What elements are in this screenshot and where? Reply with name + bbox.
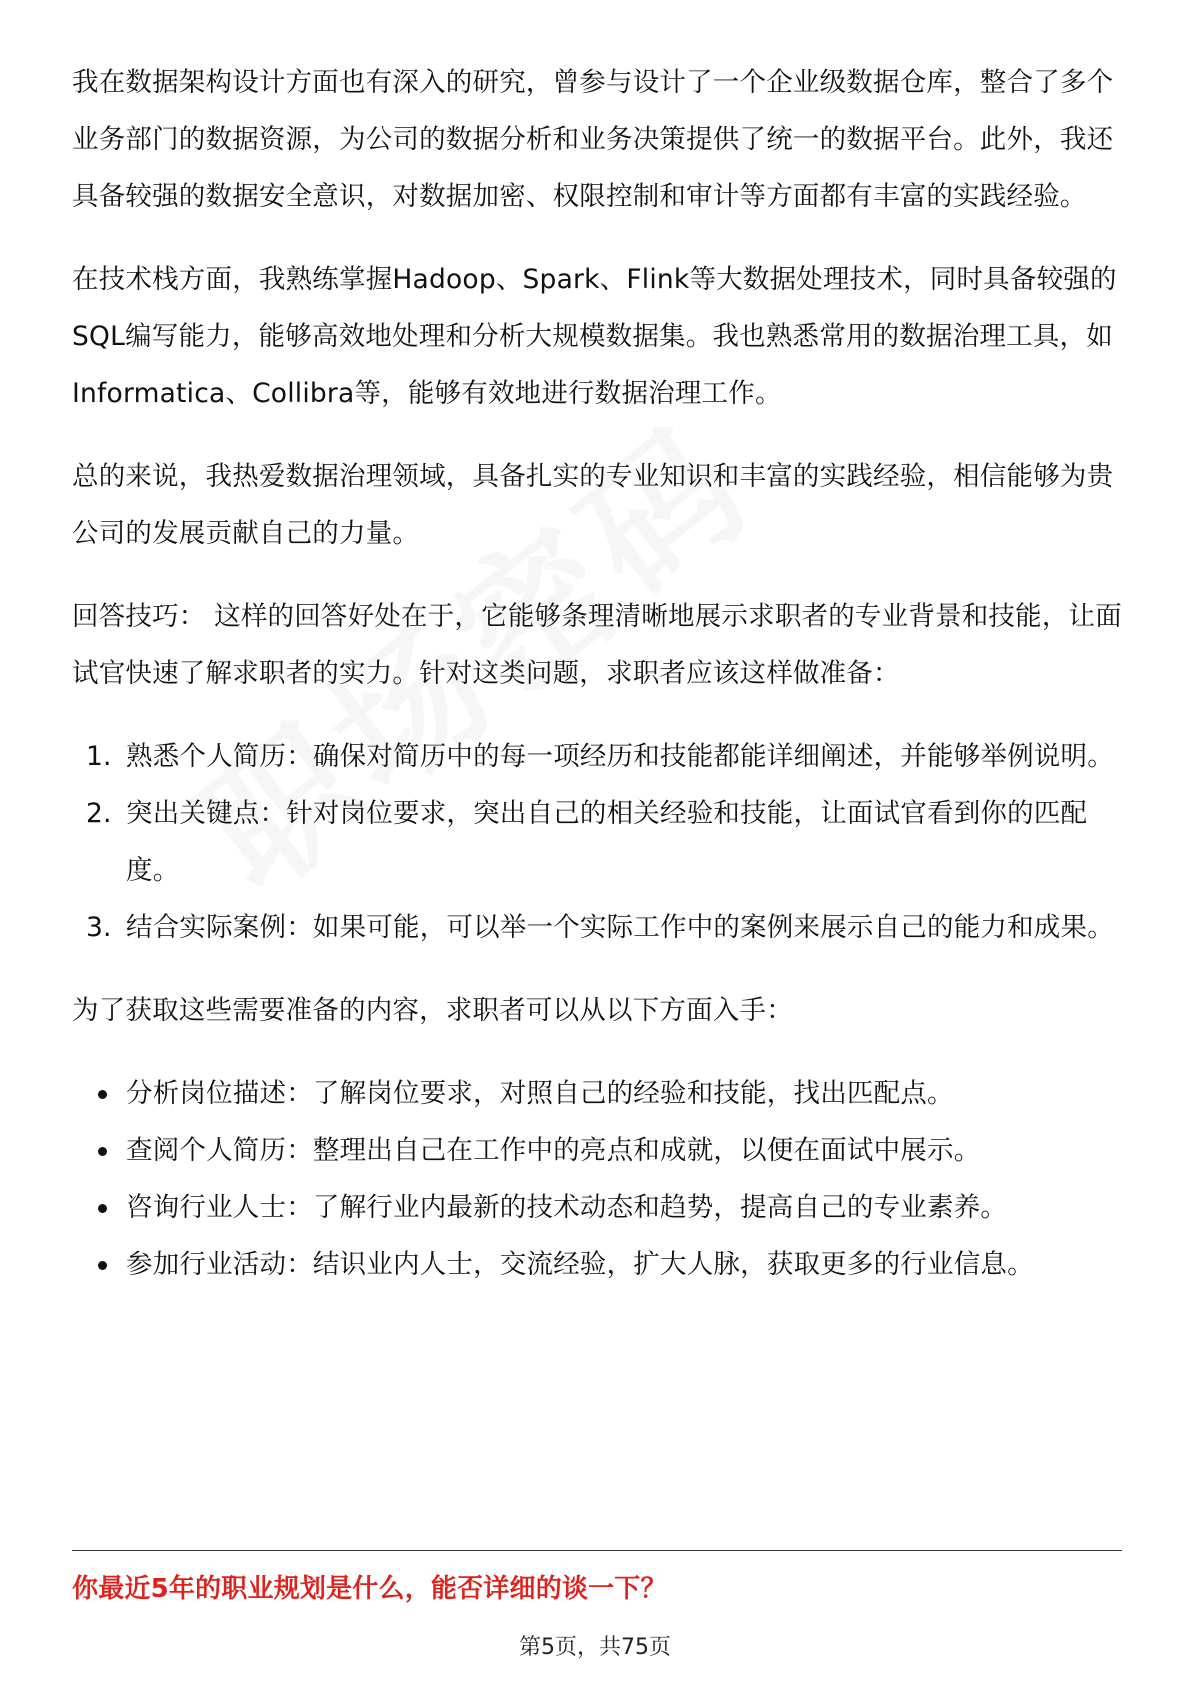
paragraph-answer-tips: 回答技巧： 这样的回答好处在于，它能够条理清晰地展示求职者的专业背景和技能，让面试官快速了解求职者的实力。针对这类问题，求职者应该这样做准备： xyxy=(72,601,1122,689)
bullet-list-item xyxy=(72,1236,1122,1293)
paragraph-summary: 总的来说，我热爱数据治理领域，具备扎实的专业知识和丰富的实践经验，相信能够为贵公司的发展贡献自己的力量。 xyxy=(72,461,1114,549)
bullet-dot-icon xyxy=(98,1090,107,1099)
numbered-list-item xyxy=(72,785,1122,899)
list-item-text: 咨询行业人士：了解行业内最新的技术动态和趋势，提高自己的专业素养。 xyxy=(126,1192,1008,1223)
section-divider xyxy=(72,1550,1122,1551)
bullet-dot-icon xyxy=(98,1261,107,1270)
paragraph-how-to-prepare: 为了获取这些需要准备的内容，求职者可以从以下方面入手： xyxy=(72,995,793,1026)
preparation-bullet-list xyxy=(72,1065,1122,1293)
paragraph-data-architecture: 我在数据架构设计方面也有深入的研究，曾参与设计了一个企业级数据仓库，整合了多个业务部门的数据资源，为公司的数据分析和业务决策提供了统一的数据平台。此外，我还具备较强的数据安全意识，对数据加密、权限控制和审计等方面都有丰富的实践经验。 xyxy=(72,67,1114,212)
list-item-text: 熟悉个人简历：确保对简历中的每一项经历和技能都能详细阐述，并能够举例说明。 xyxy=(126,741,1114,772)
next-question-heading: 你最近5年的职业规划是什么，能否详细的谈一下？ xyxy=(72,1574,667,1604)
list-number: 1. xyxy=(86,741,112,772)
numbered-list-item xyxy=(72,899,1122,956)
paragraph-tech-stack: 在技术栈方面，我熟练掌握Hadoop、Spark、Flink等大数据处理技术，同时具备较强的SQL编写能力，能够高效地处理和分析大规模数据集。我也熟悉常用的数据治理工具，如Informatica、Collibra等，能够有效地进行数据治理工作。 xyxy=(72,264,1117,409)
page-footer: 第5页，共75页 xyxy=(519,1635,671,1660)
list-item-text: 分析岗位描述：了解岗位要求，对照自己的经验和技能，找出匹配点。 xyxy=(126,1078,954,1109)
list-item-text: 突出关键点：针对岗位要求，突出自己的相关经验和技能，让面试官看到你的匹配度。 xyxy=(126,798,1088,886)
bullet-dot-icon xyxy=(98,1147,107,1156)
bullet-list-item xyxy=(72,1065,1122,1122)
bullet-list-item xyxy=(72,1179,1122,1236)
list-item-text: 查阅个人简历：整理出自己在工作中的亮点和成就，以便在面试中展示。 xyxy=(126,1135,981,1166)
list-item-text: 结合实际案例：如果可能，可以举一个实际工作中的案例来展示自己的能力和成果。 xyxy=(126,912,1114,943)
bullet-dot-icon xyxy=(98,1204,107,1213)
list-number: 2. xyxy=(86,798,112,829)
main-content xyxy=(72,54,1122,1319)
bullet-list-item xyxy=(72,1122,1122,1179)
list-item-text: 参加行业活动：结识业内人士，交流经验，扩大人脉，获取更多的行业信息。 xyxy=(126,1249,1034,1280)
numbered-list-item xyxy=(72,728,1122,785)
list-number: 3. xyxy=(86,912,112,943)
preparation-numbered-list xyxy=(72,728,1122,956)
